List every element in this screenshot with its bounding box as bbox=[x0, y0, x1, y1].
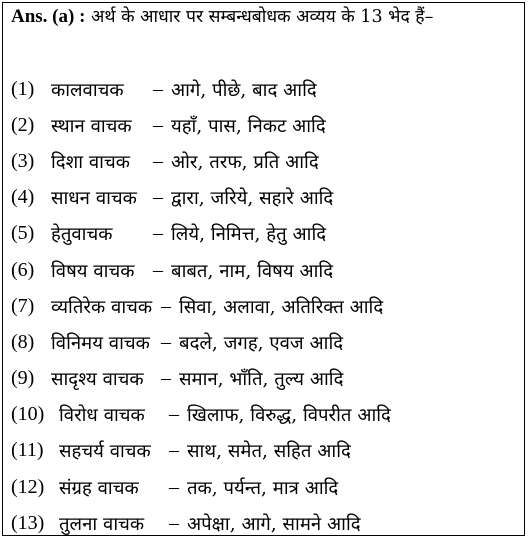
list-item bbox=[11, 361, 516, 397]
item-number: (7) bbox=[11, 294, 35, 317]
item-examples: आगे, पीछे, बाद आदि bbox=[171, 79, 317, 101]
item-dash: – bbox=[169, 475, 179, 498]
item-examples: खिलाफ, विरुद्ध, विपरीत आदि bbox=[187, 405, 391, 427]
item-examples: समान, भाँति, तुल्य आदि bbox=[179, 369, 344, 391]
item-number: (9) bbox=[11, 367, 35, 390]
item-examples: बाबत, नाम, विषय आदि bbox=[171, 260, 334, 282]
classification-list bbox=[11, 71, 516, 541]
item-label: विरोध वाचक bbox=[59, 405, 145, 427]
item-examples: साथ, समेत, सहित आदि bbox=[187, 441, 351, 463]
item-label: विषय वाचक bbox=[51, 260, 135, 282]
item-label: स्थान वाचक bbox=[51, 115, 132, 137]
list-item bbox=[11, 216, 516, 252]
item-label: विनिमय वाचक bbox=[51, 332, 150, 354]
item-number: (8) bbox=[11, 330, 35, 353]
item-label: कालवाचक bbox=[51, 79, 124, 101]
item-dash: – bbox=[153, 149, 163, 172]
item-dash: – bbox=[153, 113, 163, 136]
list-item bbox=[11, 469, 516, 505]
item-label: दिशा वाचक bbox=[51, 151, 130, 173]
item-number: (5) bbox=[11, 222, 35, 245]
item-examples: लिये, निमित्त, हेतु आदि bbox=[171, 224, 327, 246]
item-examples: अपेक्षा, आगे, सामने आदि bbox=[187, 513, 361, 535]
list-item bbox=[11, 107, 516, 143]
item-dash: – bbox=[153, 258, 163, 281]
item-label: तुलना वाचक bbox=[59, 513, 145, 535]
answer-box bbox=[2, 2, 525, 536]
list-item bbox=[11, 288, 516, 324]
item-examples: द्वारा, जरिये, सहारे आदि bbox=[171, 188, 334, 210]
item-number: (2) bbox=[11, 113, 35, 136]
item-dash: – bbox=[161, 330, 171, 353]
list-item bbox=[11, 252, 516, 288]
item-label: साधन वाचक bbox=[51, 188, 137, 210]
list-item bbox=[11, 143, 516, 179]
item-dash: – bbox=[169, 511, 179, 534]
item-dash: – bbox=[161, 367, 171, 390]
item-examples: यहाँ, पास, निकट आदि bbox=[171, 115, 326, 137]
list-item bbox=[11, 505, 516, 541]
item-examples: बदले, जगह, एवज आदि bbox=[179, 332, 344, 354]
item-number: (4) bbox=[11, 186, 35, 209]
item-number: (11) bbox=[11, 439, 44, 462]
list-item bbox=[11, 71, 516, 107]
item-label: सादृश्य वाचक bbox=[51, 369, 144, 391]
item-dash: – bbox=[153, 77, 163, 100]
item-dash: – bbox=[153, 186, 163, 209]
item-number: (12) bbox=[11, 475, 45, 498]
item-number: (13) bbox=[11, 511, 45, 534]
item-dash: – bbox=[153, 222, 163, 245]
item-label: हेतुवाचक bbox=[51, 224, 113, 246]
list-item bbox=[11, 324, 516, 360]
item-dash: – bbox=[169, 439, 179, 462]
item-dash: – bbox=[161, 294, 171, 317]
item-label: सहचर्य वाचक bbox=[59, 441, 151, 463]
item-dash: – bbox=[169, 403, 179, 426]
item-number: (6) bbox=[11, 258, 35, 281]
item-examples: ओर, तरफ, प्रति आदि bbox=[171, 151, 319, 173]
item-label: व्यतिरेक वाचक bbox=[51, 296, 153, 318]
list-item bbox=[11, 180, 516, 216]
item-number: (1) bbox=[11, 77, 35, 100]
list-item bbox=[11, 433, 516, 469]
intro-paragraph bbox=[11, 7, 516, 27]
item-examples: सिवा, अलावा, अतिरिक्त आदि bbox=[179, 296, 384, 318]
item-examples: तक, पर्यन्त, मात्र आदि bbox=[187, 477, 339, 499]
item-label: संग्रह वाचक bbox=[59, 477, 139, 499]
intro-text: अर्थ के आधार पर सम्बन्धबोधक अव्यय के 13 भेद हैं– bbox=[91, 7, 434, 27]
list-item bbox=[11, 397, 516, 433]
item-number: (10) bbox=[11, 403, 45, 426]
item-number: (3) bbox=[11, 149, 35, 172]
answer-prefix: Ans. (a) : bbox=[11, 6, 86, 27]
